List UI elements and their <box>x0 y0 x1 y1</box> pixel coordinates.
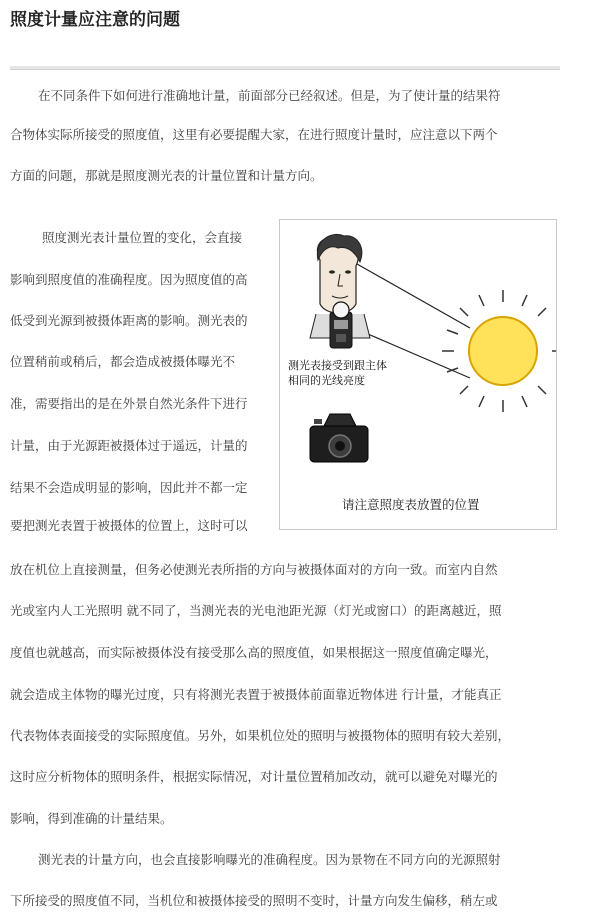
figure-overlay-caption-line-2: 相同的光线亮度 <box>288 374 365 387</box>
light-ray-upper <box>350 260 470 328</box>
paragraph-2-line-5: 准，需要指出的是在外景自然光条件下进行 <box>10 396 248 411</box>
paragraph-1-line-3: 方面的问题，那就是照度测光表的计量位置和计量方向。 <box>10 168 323 183</box>
paragraph-3-line-1: 测光表的计量方向，也会直接影响曝光的准确程度。因为景物在不同方向的光源照射 <box>38 852 501 867</box>
figure-overlay-caption <box>288 358 387 388</box>
paragraph-1-line-2: 合物体实际所接受的照度值，这里有必要提醒大家，在进行照度计量时，应注意以下两个 <box>10 127 498 142</box>
illustration-figure <box>279 219 557 530</box>
paragraph-2-line-11: 度值也就越高，而实际被摄体没有接受那么高的照度值，如果根据这一照度值确定曝光， <box>10 645 498 660</box>
paragraph-2-line-8: 要把测光表置于被摄体的位置上，这时可以 <box>10 518 248 533</box>
camera-icon <box>310 414 368 462</box>
article-title: 照度计量应注意的问题 <box>10 10 180 30</box>
paragraph-2-line-15: 影响，得到准确的计量结果。 <box>10 811 173 826</box>
paragraph-2-line-2: 影响到照度值的准确程度。因为照度值的高 <box>10 272 248 287</box>
paragraph-2-line-3: 低受到光源到被摄体距离的影响。测光表的 <box>10 313 248 328</box>
paragraph-2-line-12: 就会造成主体物的曝光过度，只有将测光表置于被摄体前面靠近物体进 行计量，才能真正 <box>10 687 502 702</box>
paragraph-3-line-2: 下所接受的照度值不同，当机位和被摄体接受的照明不变时，计量方向发生偏移，稍左或 <box>10 893 498 908</box>
paragraph-2-line-14: 这时应分析物体的照明条件，根据实际情况，对计量位置稍加改动，就可以避免对曝光的 <box>10 769 498 784</box>
paragraph-2-line-13: 代表物体表面接受的实际照度值。另外，如果机位处的照明与被摄物体的照明有较大差别， <box>10 728 511 743</box>
paragraph-2-line-9: 放在机位上直接测量，但务必使测光表所指的方向与被摄体面对的方向一致。而室内自然 <box>10 562 498 577</box>
sun-icon <box>442 290 556 412</box>
figure-bottom-caption: 请注意照度表放置的位置 <box>342 497 480 512</box>
figure-overlay-caption-line-1: 测光表接受到跟主体 <box>288 359 387 372</box>
paragraph-1-line-1: 在不同条件下如何进行准确地计量，前面部分已经叙述。但是，为了使计量的结果符 <box>38 88 501 103</box>
paragraph-2-line-1: 照度测光表计量位置的变化，会直接 <box>42 230 243 245</box>
paragraph-2-line-6: 计量，由于光源距被摄体过于遥远，计量的 <box>10 438 248 453</box>
paragraph-2-line-4: 位置稍前或稍后，都会造成被摄体曝光不 <box>10 354 236 369</box>
paragraph-2-line-10: 光或室内人工光照明 就不同了，当测光表的光电池距光源（灯光或窗口）的距离越近，照 <box>10 603 502 618</box>
title-divider <box>10 66 560 70</box>
light-meter-icon <box>330 302 352 348</box>
paragraph-2-line-7: 结果不会造成明显的影响，因此并不都一定 <box>10 480 248 495</box>
